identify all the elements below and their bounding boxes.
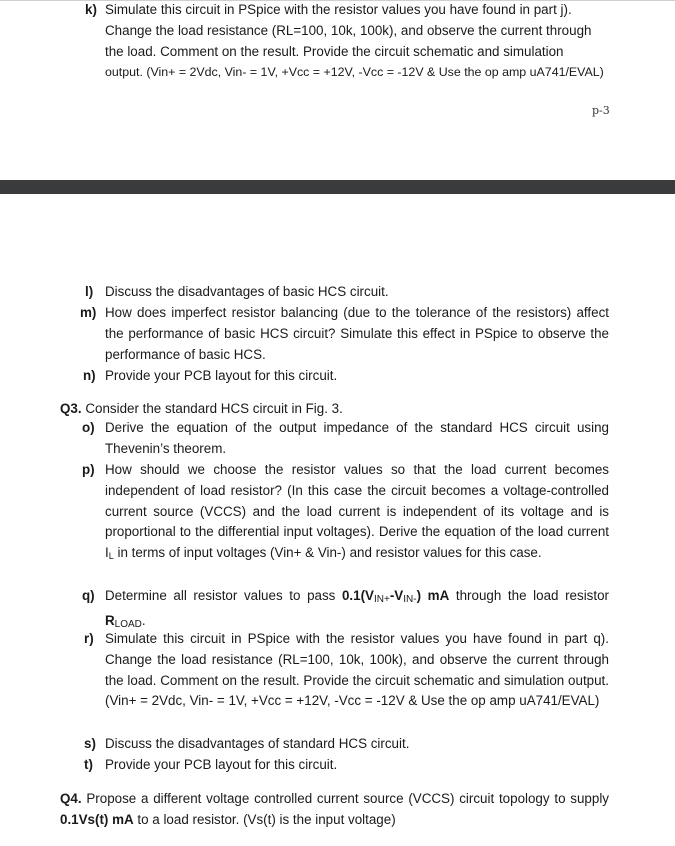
question-k-line: Simulate this circuit in PSpice with the resistor values you have found in part j). bbox=[105, 2, 572, 17]
question-3 bbox=[60, 399, 609, 420]
question-r-text: Simulate this circuit in PSpice with the resistor values you have found in part q). Change the load resistance (RL=100, 10k, 100k), and observe the current through the load. Comment on the result. Provide the circuit schematic and simulation output. (Vin+ = 2Vdc, Vin- = 1V, +Vcc = +12V, -Vcc = -12V & Use the op amp uA741/EVAL) bbox=[105, 631, 609, 709]
item-label-s: s) bbox=[84, 736, 96, 751]
current-expression-b: -V bbox=[389, 588, 404, 603]
question-4-text: Propose a different voltage controlled current source (VCCS) circuit topology to supply bbox=[81, 791, 609, 806]
question-t-text: Provide your PCB layout for this circuit. bbox=[105, 757, 338, 772]
question-k-line: Change the load resistance (RL=100, 10k, 100k), and observe the current through bbox=[105, 22, 592, 38]
question-p-text bbox=[105, 460, 609, 567]
question-4-bold: 0.1Vs(t) mA bbox=[60, 811, 134, 827]
load-resistor-symbol: R bbox=[105, 612, 115, 628]
question-3-label: Q3. bbox=[60, 401, 82, 416]
item-label-m: m) bbox=[80, 305, 97, 320]
subscript-l: L bbox=[108, 551, 114, 562]
question-k-line: the load. Comment on the result. Provide the circuit schematic and simulation bbox=[105, 43, 564, 59]
question-3-text: Consider the standard HCS circuit in Fig. 3. bbox=[85, 401, 343, 416]
item-label-t: t) bbox=[84, 757, 93, 772]
subscript-in-plus: IN+ bbox=[374, 594, 390, 605]
question-k-line: output. (Vin+ = 2Vdc, Vin- = 1V, +Vcc = +12V, -Vcc = -12V & Use the op amp uA741/EVAL) bbox=[105, 65, 604, 80]
question-l-text: Discuss the disadvantages of basic HCS circuit. bbox=[105, 284, 389, 299]
question-k-text bbox=[105, 0, 609, 83]
question-q-text-mid: through the load resistor bbox=[449, 588, 609, 603]
question-m-text: How does imperfect resistor balancing (due to the tolerance of the resistors) affect the performance of basic HCS circuit? Simulate this effect in PSpice to observe the performance of basic HCS. bbox=[105, 305, 609, 362]
item-label-k: k) bbox=[85, 2, 97, 17]
item-label-q: q) bbox=[82, 588, 95, 603]
question-q-text-end: . bbox=[141, 612, 146, 628]
question-p-text-main: How should we choose the resistor values so that the load current becomes independent of load resistor? (In this case the circuit becomes a voltage-controlled current source (VCCS) and the load current is independent of its voltage and is proportional to the differential input voltages). Derive the equation of the load current I bbox=[105, 462, 609, 561]
item-label-l: l) bbox=[85, 284, 94, 299]
question-4-text-end: to a load resistor. (Vs(t) is the input voltage) bbox=[133, 811, 396, 827]
current-expression-c: ) mA bbox=[416, 588, 450, 603]
item-label-o: o) bbox=[82, 420, 95, 435]
question-n-text: Provide your PCB layout for this circuit. bbox=[105, 368, 338, 383]
page-separator bbox=[0, 180, 675, 194]
question-q-text-main: Determine all resistor values to pass bbox=[105, 588, 342, 603]
item-label-n: n) bbox=[83, 368, 96, 383]
subscript-load: LOAD bbox=[114, 618, 142, 630]
subscript-in-minus: IN- bbox=[403, 594, 417, 605]
current-expression-a: 0.1(V bbox=[341, 588, 374, 603]
question-o-text: Derive the equation of the output impedance of the standard HCS circuit using Thevenin’s theorem. bbox=[105, 420, 609, 456]
question-4 bbox=[60, 789, 609, 831]
question-s-text: Discuss the disadvantages of standard HCS circuit. bbox=[105, 736, 410, 751]
page-number: p-3 bbox=[592, 104, 610, 117]
item-label-r: r) bbox=[84, 631, 94, 646]
question-4-label: Q4. bbox=[60, 791, 82, 806]
question-p-text-end: in terms of input voltages (Vin+ & Vin-) and resistor values for this case. bbox=[113, 545, 542, 561]
item-label-p: p) bbox=[82, 462, 95, 477]
